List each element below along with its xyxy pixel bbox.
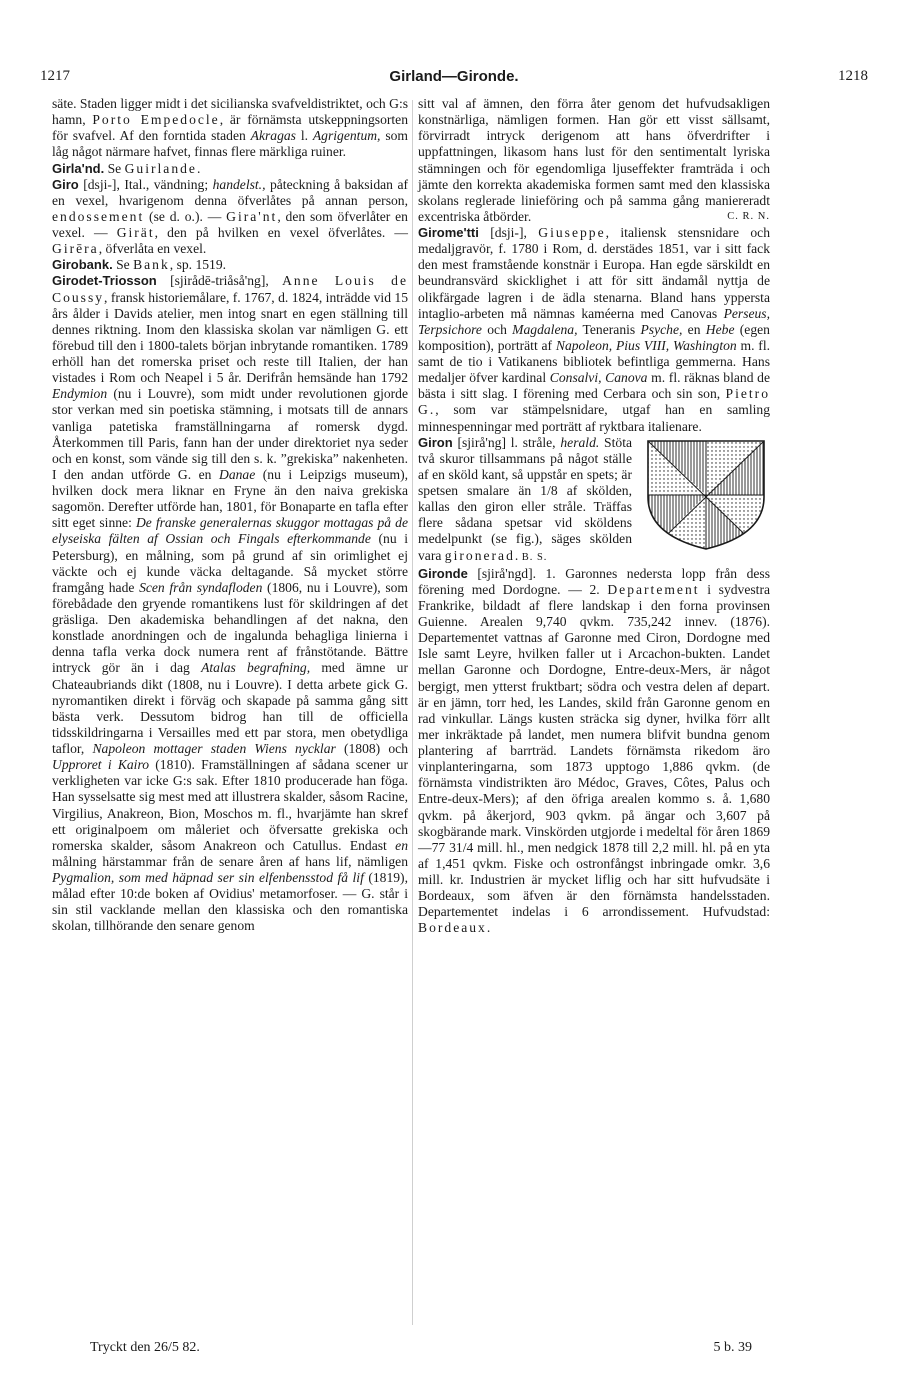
fraction: 1/4 [455,839,474,855]
headword: Giro [52,176,79,192]
running-title: Girland—Gironde. [389,68,519,85]
fraction: 1/8 [540,483,558,498]
column-divider [412,100,413,1325]
cross-reference: Bank [133,257,170,273]
right-column [418,96,770,937]
entry-continuation: säte. Staden ligger midt i det sicilianska svafveldistriktet, och G:s hamn, Porto Empedocle, är förnämsta utskeppningsorten för svafvel. Af den forntida staden Akragas l. Agrigentum, som låg något närmare hafvet, finnas flere märkliga ruiner. [52,96,409,160]
headword: Giron [418,434,453,450]
author-signature: B. S. [521,551,548,563]
shield-icon [642,437,770,553]
page-number-left: 1217 [40,68,70,84]
page-header [40,68,868,90]
page-number-right: 1218 [838,68,868,84]
entry-gironde: Gironde [sjirå'ngd]. 1. Garonnes nedersta lopp från dess förening med Dordogne. — 2. Departement i sydvestra Frankrike, bildadt af flere landskap i den forna provinsen Guienne. Arealen 9,740 qvkm. 735,242 innev. (1876). Departementet vattnas af Garonne med Ciron, Dordogne med Isle samt Leyre, hvilken faller ut i Arcachon-bukten. Landet mellan Garonne och Dordogne, Entre-deux-Mers, är något bergigt, men ytterst fruktbart; södra och vestra delen af depart. är en jämn, torr hed, les Landes, skild från Garonne genom en rad vinkullar. Längs kusten sträcka sig dyner, hvilka förr allt mer inkräktade på landet, men numera blifvit bundna genom plantering af barrträd. Landets förnämsta rikedom äro vinplanteringarna, som 1873 upptogo 1,886 qvkm. (de förnämsta vindistrikten äro Médoc, Graves, Côtes, Palus och Entre-deux-Mers); af den öfriga arealen kommo s. å. 1,680 qvkm. på åkerjord, 903 qvkm. på ängar och 3,607 på skogbärande mark. Vinskörden utgjorde i medeltal för åren 1869—77 31/4 mill. hl., men nedgick 1878 till 2,2 mill. hl. på en yta af 1,451 qvkm. Fiske och ostronfångst inbringade omkr. 3,6 mill. kr. Industrien är mycket liflig och har sitt hufvudsäte i Bordeaux, som äfven är den förnämsta handelsstaden. Departementet indelas i 6 arrondissement. Hufvudstad: Bordeaux. [418,565,770,936]
headword: Gironde [418,565,468,581]
entry-giro: Giro [dsji-], Ital., vändning; handelst., påteckning å baksidan af en vexel, hvarigenom denna öfverlåtes på annan person, endossement (se d. o.). — Gira'nt, den som öfverlåter en vexel. — Girät, den på hvilken en vexel öfverlåtes. — Girēra, öfverlåta en vexel. [52,176,408,257]
cross-reference: Guirlande [124,160,197,176]
entry-girodet-triosson: Girodet-Triosson [sjirådē-triåså'ng], Anne Louis de Coussy, fransk historiemålare, f. 1767, d. 1824, inträdde vid 15 års ålder i Davids atelier, men intog snart en egen ställning till dennes riktning. Inom den klassiska skolan var nämligen G. ett förebud till den i 1800-talets början inbrytande romantiken. 1789 erhöll han det romerska priset och reste till Italien, der han vistades i Rom och Neapel i 5 år. Derifrån hemsände han 1792 Endymion (nu i Louvre), som midt under revolutionen gjorde stor verkan med sin poetiska stämning, i motsats till de annars vanliga patetiska framställningarna af romersk dygd. Återkommen till Paris, fann han der under direktoriet nya seder och en konst, som vände sig till den s. k. ”grekiska” nakenheten. I den andan utförde G. en Danae (nu i Leipzigs museum), hvilken dock mera liknar en Fryne än den naiva grekiska sagomön. Derefter utförde han, 1801, för Bonaparte en tafla efter sitt eget sinne: De franske generalernas skuggor mottagas på de elyseiska fälten af Ossian och Fingals efterkommande (nu i Petersburg), en målning, som på grund af sin orimlighet ej väckte och ej kunde väcka deltagande. Så mycket större framgång hade Scen från syndafloden (1806, nu i Louvre), som förebådade den gryende romantikens lust för skildringen af det gräsliga. Den akademiska behandlingen af det nakna, den konstlade anordningen och de ingalunda behagliga linierna i denna tafla verka dock numera rent af frånstötande. Bättre intryck gör än i dag Atalas begrafning, med ämne ur Chateaubriands dikt (1808, nu i Louvre). I detta arbete gick G. nyromantiken direkt i förväg och skapade på samma gång sitt bästa verk. Dessutom bidrog han till de officiella tidsskildringarna i Versailles med ett par stora, men obetydliga taflor, Napoleon mottager staden Wiens nycklar (1808) och Upproret i Kairo (1810). Framställningen af sådana scener ur verkligheten var icke G:s sak. Efter 1810 producerade han föga. Han sysselsatte sig mest med att illustrera skalder, såsom Racine, Virgilius, Anakreon, Bion, Moschos m. fl., hvarjämte han skref ett originalpoem om måleriet och öfversatte grekiska och romerska skalder, såsom Anakreon och Catullus. Endast en målning härstammar från de senare åren af hans lif, nämligen Pygmalion, som med häpnad ser sin elfenbensstod få lif (1819), målad efter 10:de boken af Ovidius' metamorfoser. — G. står i sin stil vacklande mellan den klassiska och den romantiska skolan, tillhörande den senare genom [52,273,408,934]
signature-mark: 5 b. 39 [713,1340,752,1355]
page-footer [40,1340,868,1360]
headword: Girodet-Triosson [52,273,157,289]
entry-girometti: Girome'tti [dsji-], Giuseppe, italiensk stensnidare och medaljgravör, f. 1780 i Rom, d. derstädes 1851, var i sitt fack den mest framstående konstnär i Europa. Han egde särskildt en beundransvärd skicklighet i att för sitt ändamål nyttja de olikfärgade lagren i de ädla stenarna. Bland hans yppersta intaglio-arbeten må nämnas kaméerna med Canovas Perseus, Terpsichore och Magdalena, Teneranis Psyche, en Hebe (egen komposition), porträtt af Napoleon, Pius VIII, Washington m. fl. samt de tio i Vatikanens bibliotek befintliga gemmerna. Hans medaljer öfver kardinal Consalvi, Canova m. fl. räknas bland de bästa i sitt slag. I förening med Cerbara och sin son, Pietro G., som var stämpelsnidare, utgaf han en samling minnespenningar med porträtt af ryktbara italienare. [418,225,771,434]
entry-giron: Giron [sjirå'ng] l. stråle, herald. Stöta två skuror tillsammans på något ställe af en sköld kant, så uppstår en spets; är spetsen smalare än 1/8 af skölden, kallas den giron eller stråle. Träffas flere sådana spetsar vid sköldens medelpunkt (se fig.), säges skölden vara gironerad. B. S. [418,435,770,566]
left-column [52,96,408,935]
print-date: Tryckt den 26/5 82. [90,1340,200,1355]
headword: Girla'nd. [52,160,105,176]
author-signature: C. R. N. [727,210,770,222]
headword: Girome'tti [418,225,479,240]
entry-girobank: Girobank. Se Bank, sp. 1519. [52,257,227,273]
headword: Girobank. [52,257,113,273]
entry-continuation: sitt val af ämnen, den förra åter genom det hufvudsakligen konstnärliga, nämligen formen. Han gör ett visst sällsamt, förvirradt intryck derigenom att hans öfverdrifter i uppfattningen, likasom hans lust för den sentimentalt lyriska stämningen och för egendomliga ljuseffekter framträda i och jämte den korrekta akademiska formen samt med den klassiska skolans reglerade linieföring och på samma gång maniereradt excentriska åtbörder. C. R. N. [418,96,770,224]
entry-girland: Girla'nd. Se Guirlande. [52,160,201,176]
gironny-shield-figure [642,437,770,553]
